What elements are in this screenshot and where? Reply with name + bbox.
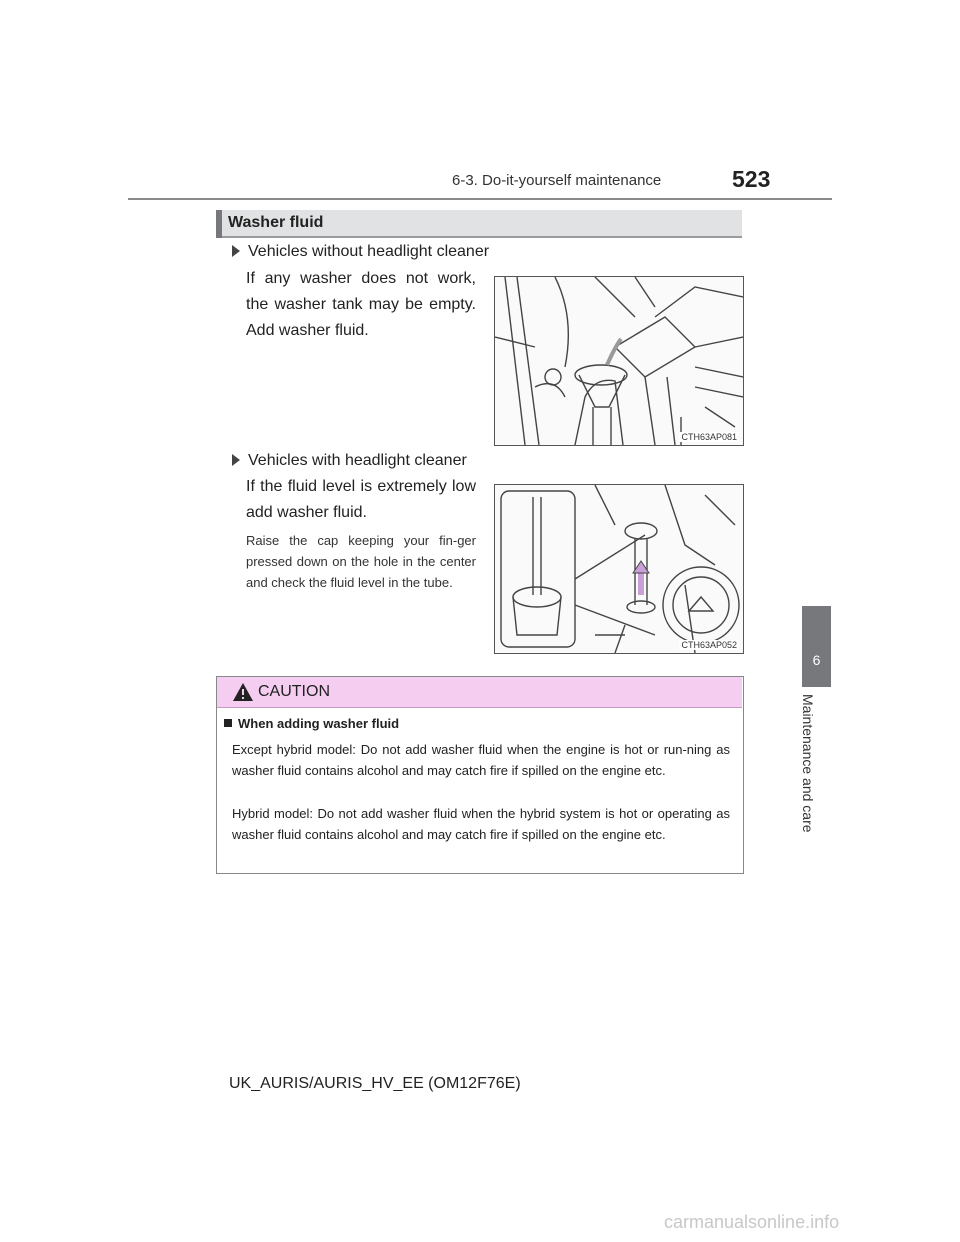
square-bullet-icon [224,719,232,727]
section-header-accent [216,210,222,238]
caution-subheading-text: When adding washer fluid [238,716,400,731]
item-body-without-cleaner: If any washer does not work, the washer tank may be empty. Add washer fluid. [246,270,476,339]
triangle-bullet-icon [232,245,240,257]
section-title: Washer fluid [228,214,324,231]
warning-triangle-icon [232,682,254,707]
chapter-tab-number: 6 [812,652,821,668]
item-heading-text: Vehicles without headlight cleaner [248,243,490,260]
chapter-tab [802,606,831,687]
page-number: 523 [732,166,771,192]
caution-paragraph-hybrid: Hybrid model: Do not add washer fluid when the hybrid system is hot or operating as washer fluid contains alcohol and may catch fire if spilled on the engine etc. [232,806,730,842]
engine-bay-pour-illustration [495,277,743,445]
item-note-with-cleaner: Raise the cap keeping your fin-ger pressed down on the hole in the center and check the fluid level in the tube. [246,533,476,590]
caution-subheading [224,716,399,731]
item-heading-without-cleaner [232,243,489,261]
fluid-level-tube-illustration [495,485,743,653]
chapter-tab-label: Maintenance and care [800,694,816,833]
caution-title: CAUTION [258,683,330,700]
caution-paragraph-except-hybrid: Except hybrid model: Do not add washer fluid when the engine is hot or run-ning as washer fluid contains alcohol and may catch fire if spilled on the engine etc. [232,742,730,778]
figure-code: CTH63AP052 [681,640,737,650]
document-footer-code: UK_AURIS/AURIS_HV_EE (OM12F76E) [229,1075,521,1092]
item-heading-with-cleaner [232,452,467,470]
figure-washer-tank-refill [494,276,744,446]
item-body-with-cleaner: If the fluid level is extremely low add washer fluid. [246,478,476,521]
figure-fluid-level-check [494,484,744,654]
triangle-bullet-icon [232,454,240,466]
figure-code: CTH63AP081 [681,432,737,442]
watermark: carmanualsonline.info [664,1212,840,1232]
item-heading-text: Vehicles with headlight cleaner [248,452,467,469]
header-rule [128,198,832,200]
running-header-section: 6-3. Do-it-yourself maintenance [452,172,662,189]
